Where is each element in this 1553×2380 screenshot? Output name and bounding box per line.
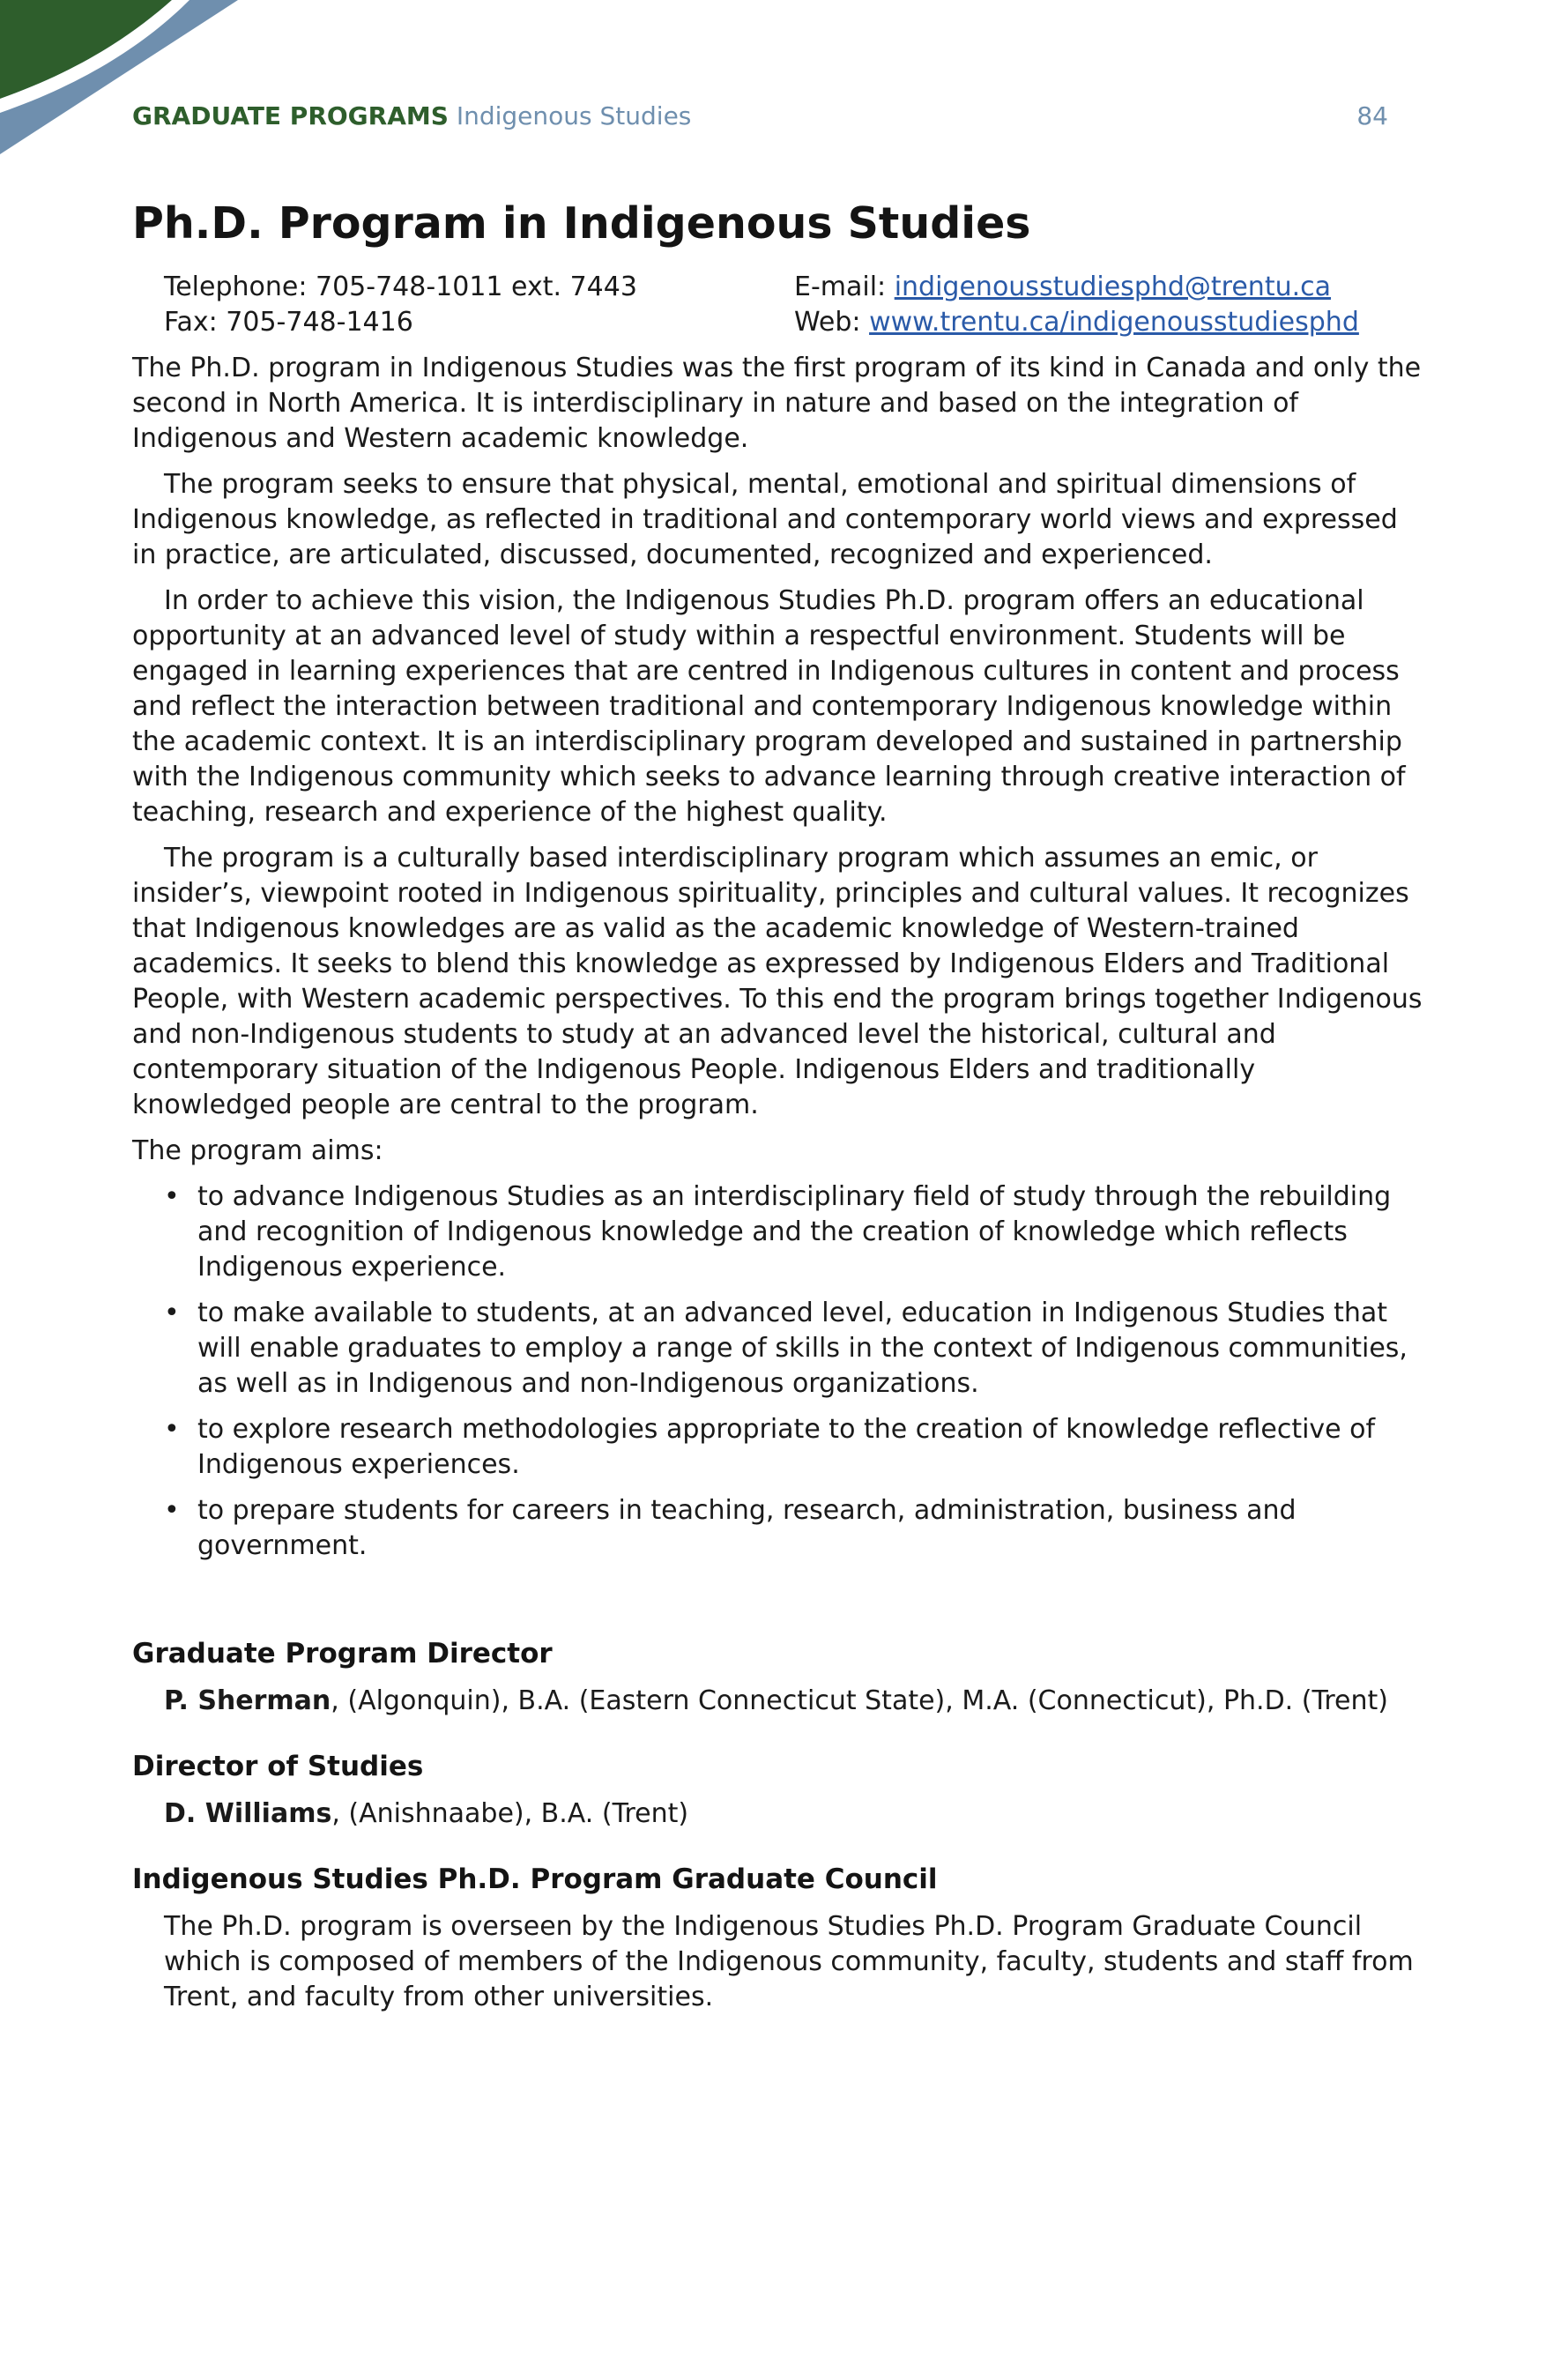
studies-director-entry [132, 1796, 1423, 1832]
bullet-icon: • [164, 1414, 180, 1445]
contact-block [132, 270, 1423, 340]
studies-director-name: D. Williams [164, 1798, 332, 1829]
director-entry [132, 1684, 1423, 1719]
running-header [132, 97, 1423, 136]
studies-director-heading: Director of Studies [132, 1751, 424, 1782]
council-heading: Indigenous Studies Ph.D. Program Graduate Council [132, 1863, 938, 1895]
bullet-icon: • [164, 1298, 180, 1328]
list-item: • to make available to students, at an advanced level, education in Indigenous Studies that will enable graduates to employ a range of skills in the context of Indigenous communities, as well as in Indigenous and non-Indigenous organizations. [164, 1298, 1408, 1399]
email-label: E-mail: [794, 271, 895, 302]
header-section: GRADUATE PROGRAMS [132, 101, 449, 130]
list-item: • to explore research methodologies appropriate to the creation of knowledge reflective of Indigenous experiences. [164, 1414, 1376, 1480]
list-item: • to prepare students for careers in teaching, research, administration, business and government. [164, 1495, 1297, 1561]
director-details: , (Algonquin), B.A. (Eastern Connecticut State), M.A. (Connecticut), Ph.D. (Trent) [331, 1685, 1388, 1716]
council-text: The Ph.D. program is overseen by the Indigenous Studies Ph.D. Program Graduate Council which is composed of members of the Indigenous community, faculty, students and staff from Trent, and faculty from other universities. [164, 1911, 1414, 2012]
paragraph-intro: The Ph.D. program in Indigenous Studies was the first program of its kind in Canada and only the second in North America. It is interdisciplinary in nature and based on the integration of Indigenous and Western academic knowledge. [132, 353, 1422, 454]
web-line [794, 305, 1423, 340]
fax: Fax: 705-748-1416 [164, 307, 413, 338]
director-heading: Graduate Program Director [132, 1638, 553, 1670]
bullet-icon: • [164, 1181, 180, 1212]
page-number: 84 [1356, 101, 1388, 130]
paragraph-dimensions: The program seeks to ensure that physical, mental, emotional and spiritual dimensions of Indigenous knowledge, as reflected in traditional and contemporary world views and expressed in practice, are articulated, discussed, documented, recognized and experienced. [132, 469, 1398, 570]
document-page [132, 97, 1423, 2015]
web-label: Web: [794, 307, 870, 338]
list-item: • to advance Indigenous Studies as an interdisciplinary field of study through the rebuilding and recognition of Indigenous knowledge and the creation of knowledge which reflects Indigenous experience. [164, 1181, 1392, 1283]
body-text [132, 351, 1423, 1169]
aims-list [132, 1179, 1423, 1564]
paragraph-cultural-basis: The program is a culturally based interdisciplinary program which assumes an emic, or insider’s, viewpoint rooted in Indigenous spirituality, principles and cultural values. It recognizes that Indigenous knowledges are as valid as the academic knowledge of Western-trained academics. It seeks to blend this knowledge as expressed by Indigenous Elders and Traditional People, with Western academic perspectives. To this end the program brings together Indigenous and non-Indigenous students to study at an advanced level the historical, cultural and contemporary situation of the Indigenous People. Indigenous Elders and traditionally knowledged people are central to the program. [132, 843, 1423, 1120]
email-line [794, 270, 1423, 305]
bullet-icon: • [164, 1495, 180, 1526]
aims-label: The program aims: [132, 1135, 383, 1166]
telephone: Telephone: 705-748-1011 ext. 7443 [164, 271, 637, 302]
web-link[interactable]: www.trentu.ca/indigenousstudiesphd [869, 307, 1359, 338]
email-link[interactable]: indigenousstudiesphd@trentu.ca [894, 271, 1332, 302]
director-name: P. Sherman [164, 1685, 331, 1716]
studies-director-details: , (Anishnaabe), B.A. (Trent) [331, 1798, 689, 1829]
paragraph-vision: In order to achieve this vision, the Indigenous Studies Ph.D. program offers an educational opportunity at an advanced level of study within a respectful environment. Students will be engaged in learning experiences that are centred in Indigenous cultures in content and process and reflect the interaction between traditional and contemporary Indigenous knowledge within the academic context. It is an interdisciplinary program developed and sustained in partnership with the Indigenous community which seeks to advance learning through creative interaction of teaching, research and experience of the highest quality. [132, 585, 1406, 828]
page-title: Ph.D. Program in Indigenous Studies [132, 198, 1031, 249]
header-subsection: Indigenous Studies [456, 101, 692, 130]
